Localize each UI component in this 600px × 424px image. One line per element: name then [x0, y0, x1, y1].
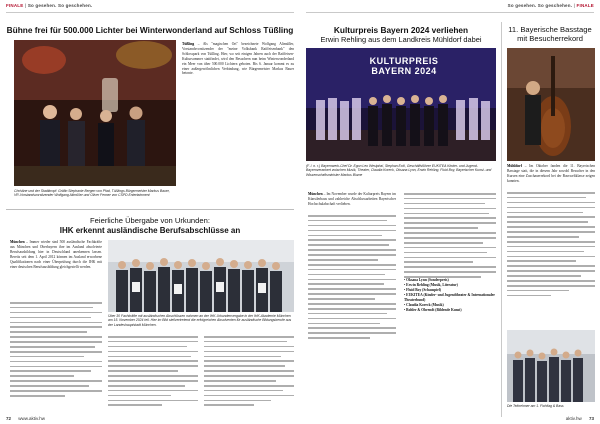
ihk-group-photo: [108, 240, 294, 312]
section-headline: Feierliche Übergabe von Urkunden:: [90, 216, 210, 225]
basstage-text: Mühldorf – Im Oktober fanden die 11. Bayerischen Basstage statt, die in diesem Jahr sowohl Besucher in den Kursen eine Zuschauerrekord bei der Bassweltklasse zeigen konnten.: [507, 164, 595, 183]
honoree-item: • Erwin Rehling (Musik, Literatur): [404, 283, 458, 287]
kulturpreis-headline: Kulturpreis Bayern 2024 verliehen: [333, 25, 469, 35]
article-text-lines-3: [204, 336, 294, 409]
kulturpreis-text-lines-2: [404, 193, 496, 281]
left-footer: 72 www.aktiv.hw: [6, 416, 45, 421]
ihk-article-text: München – Immer wieder sind 500 ausländische Fachkräfte aus München und Oberbayern ihre im Ausland absolvierte Berufsausbildung hier in Deutschland anerkennen lassen. Bereits seit dem 1. April 2012 können im Ausland erworbene Qualifikationen nach einer Überprüfung durch die IHK mit einer deutschen Berufsausbildung gleichgestellt werden.: [10, 240, 102, 269]
article-text-lines-2: [108, 336, 198, 409]
honoree-list: [404, 278, 498, 313]
article-headline: Bühne frei für 500.000 Lichter bei Winterwonderland auf Schloss Tüßling: [6, 25, 294, 35]
basstage-text-lines: [507, 192, 595, 300]
ihk-photo-caption: Über 30 Fachkräfte mit ausländischen Abschlüssen nahmen an der IHK-Urkundenvergabe in der IHK-Akademie München am 15. November 2024 teil. Hier im Bild stellvertretend die erfolgreichen Absolventen für ausländische Bildungsberufe aus der Landeshauptstadt München.: [108, 314, 292, 327]
section-subheadline: IHK erkennt ausländische Berufsabschlüsse an: [59, 226, 241, 235]
side-column-text: Tüßling – Als "magischen Ort" bezeichnete Wolfgang Altmüller, Vorstandsvorsitzender der "meine Volksbank Raiffeisenbank" den Schlosspark von Tüßling. Hier, wo seit einigen Jahren auch der Raiffeisen-Kultursommer stattfindet, wird den Besuchern nun beim Winterwonderland ein Meer von über 500.000 Lichtern geboten. Bis 6. Januar kommt es zu einer außergewöhnlichen Verbindung, wie Bürgermeister Markus Bauer betonte.: [182, 42, 294, 76]
kulturpreis-text-lines: [308, 215, 396, 342]
kulturpreis-subheadline: Erwin Rehling aus dem Landkreis Mühldorf dabei: [320, 35, 482, 44]
right-footer: aktiv.hw 73: [565, 416, 594, 421]
kulturpreis-caption: (F. l. n. r.) Bayernwerk-Chef Dr. Egon Leo Westphal, Stephan Eckl, Geschäftsführer EUKITEA Kinder- und Jugend-Bayernverankert zwischen Musik, Theater, Claudia Koreck, Oksana Lynn, Erwin Rehling, Fluid Boy, Bayerischer Kunst- und Wissenschaftsminister Markus Blume: [306, 164, 492, 177]
basstage-photo-2: [507, 330, 595, 402]
honoree-item: • Oksana Lynn (Sonderpreis): [404, 278, 449, 282]
lead-photo-caption: Christine und der Stadtkropf: Gräfin Stephanie Bergen von Pfad, Tüßlings Bürgermeister Markus Bauer, VR-Vorstandsvorsitzender Wolfgang Altmüller und Oliver Fenner von CSPD Entertainment: [14, 189, 170, 198]
basstage-headline: 11. Bayerische Basstage mit Besucherrekord: [508, 25, 592, 43]
kulturpreis-stage-photo: [306, 48, 496, 161]
basstage-photo-caption: Die Teilnehmer am 1. Fichtlag & Bass: [507, 404, 564, 408]
honoree-item: • EUKITEA (Kinder- und Jugendtheater & Internationaler Theaterbund): [404, 293, 495, 302]
honoree-item: • Bohler & Ohrendt (Bildende Kunst): [404, 308, 462, 312]
stage-sign: KULTURPREIS BAYERN 2024: [369, 56, 439, 76]
running-head-left: FINALE | So gesehen. So geschehen.: [6, 3, 93, 8]
basstage-photo-1: [507, 48, 595, 161]
running-head-right: So gesehen. So geschehen. | FINALE: [507, 3, 594, 8]
article-text-lines: [10, 302, 102, 400]
honoree-item: • Fluid Boy (Schauspiel): [404, 288, 441, 292]
lead-photo: [14, 40, 176, 186]
kulturpreis-article-text: München – Im November wurde der Kulturpreis Bayern im Künstlerhaus und zahlreiche Abschlussarbeiten Bayerischer Hochschulabschaft verliehen.: [308, 192, 396, 206]
honoree-item: • Claudia Koreck (Musik): [404, 303, 444, 307]
right-page: [300, 0, 600, 424]
